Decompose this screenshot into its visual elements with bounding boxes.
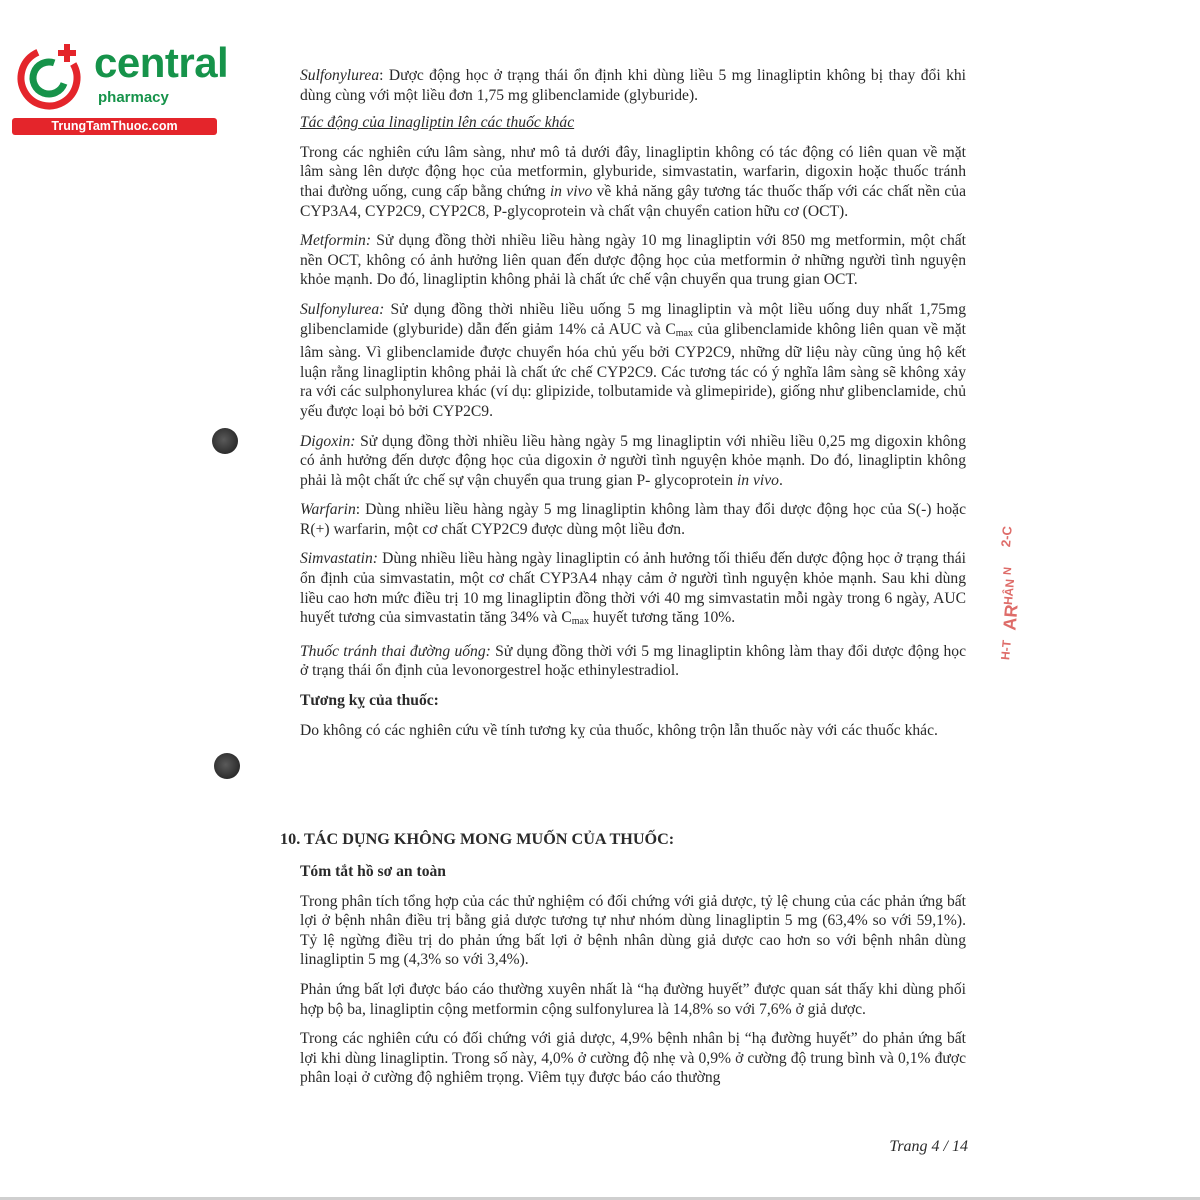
paragraph-simvastatin: Simvastatin: Dùng nhiều liều hàng ngày linagliptin có ảnh hưởng tối thiểu đến dược động học ở trạng thái ổn định của simvastatin, một cơ chất CYP3A4 nhạy cảm ở người tình nguyện khỏe mạnh. Sau khi dùng liều cao hơn mức điều trị 10 mg linagliptin đồng thời với 40 mg simvastatin mỗi ngày trong 6 ngày, AUC huyết tương của simvastatin tăng 34% và $C_{max}$ huyết tương tăng 10%. (300, 550, 966, 628)
document-body-section-10 (300, 862, 966, 1088)
stamp-fragment: HÂN (1000, 578, 1018, 606)
page-number: Trang 4 / 14 (889, 1138, 968, 1155)
paragraph-metformin: Metformin: Sử dụng đồng thời nhiều liều hàng ngày 10 mg linagliptin với 850 mg metformin, một chất nền OCT, không có ảnh hưởng liên quan đến dược động học của metformin ở những người tình nguyện khỏe mạnh. Do đó, linagliptin không phải là chất ức chế vận chuyển qua trung gian OCT. (300, 232, 966, 289)
paragraph-safety-3: Trong các nghiên cứu có đối chứng với giả dược, 4,9% bệnh nhân bị “hạ đường huyết” do phản ứng bất lợi khi dùng linagliptin. Trong số này, 4,0% ở cường độ nhẹ và 0,9% ở cường độ trung bình và 0,1% được phân loại ở cường độ nghiêm trọng. Viêm tụy được báo cáo thường (300, 1030, 966, 1087)
red-stamp (992, 515, 1032, 675)
heading-incompatibility: Tương kỵ của thuốc: (300, 692, 439, 710)
document-body (300, 66, 966, 740)
stamp-fragment: H-T (998, 639, 1014, 661)
stamp-fragment: AR (999, 603, 1022, 632)
brand-url-badge[interactable]: TrungTamThuoc.com (12, 118, 217, 135)
paragraph-oral-contraceptives: Thuốc tránh thai đường uống: Sử dụng đồng thời với 5 mg linagliptin không làm thay đổi dược động học ở trạng thái ổn định của levonorgestrel hoặc ethinylestradiol. (300, 642, 966, 680)
paragraph-sulfonylurea: Sulfonylurea: Sử dụng đồng thời nhiều liều uống 5 mg linagliptin và một liều uống duy nhất 1,75mg glibenclamide (glyburide) dẫn đến giảm 14% cả AUC và $C_{max}$ của glibenclamide không liên quan về mặt lâm sàng. Vì glibenclamide được chuyển hóa chủ yếu bởi CYP2C9, những dữ liệu này cũng ủng hộ kết luận rằng linagliptin không phải là chất ức chế CYP2C9. Các tương tác có ý nghĩa lâm sàng sẽ không xảy ra với các sulphonylurea khác (ví dụ: glipizide, tolbutamide và glimepiride), giống như glibenclamide, chủ yếu được loại bỏ bởi CYP2C9. (300, 300, 966, 420)
pharmacy-logo-icon (12, 38, 86, 112)
stamp-fragment: 2-C (998, 525, 1015, 548)
brand-name: central (94, 39, 229, 86)
heading-effects-on-other-drugs: Tác động của linagliptin lên các thuốc khác (300, 114, 575, 132)
paragraph-clinical-studies: Trong các nghiên cứu lâm sàng, như mô tả dưới đây, linagliptin không có tác động có liên quan về mặt lâm sàng lên dược động học của metformin, glyburide, simvastatin, warfarin, digoxin hoặc thuốc tránh thai đường uống, cung cấp bằng chứng in vivo về khả năng gây tương tác thuốc thấp với các chất nền của CYP3A4, CYP2C9, CYP2C8, P-glycoprotein và chất vận chuyển cation hữu cơ (OCT). (300, 143, 967, 220)
paragraph-digoxin: Digoxin: Sử dụng đồng thời nhiều liều hàng ngày 5 mg linagliptin với nhiều liều 0,25 mg digoxin không có ảnh hưởng đến dược động học của digoxin ở người tình nguyện khỏe mạnh. Do đó, linagliptin không phải là một chất ức chế sự vận chuyển qua trung gian P- glycoprotein in vivo. (300, 432, 966, 489)
brand-subtitle: pharmacy (98, 89, 169, 106)
paragraph-safety-2: Phản ứng bất lợi được báo cáo thường xuyên nhất là “hạ đường huyết” được quan sát thấy khi dùng phối hợp bộ ba, linagliptin cộng metformin cộng sulfonylurea là 14,8% so với 7,6% ở giả dược. (300, 980, 966, 1018)
paragraph-sulfonylurea-pk: Sulfonylurea: Dược động học ở trạng thái ổn định khi dùng liều 5 mg linagliptin không bị thay đổi khi dùng cùng với một liều đơn 1,75 mg glibenclamide (glyburide). (300, 67, 966, 104)
central-pharmacy-logo[interactable] (8, 38, 229, 138)
paragraph-incompatibility: Do không có các nghiên cứu về tính tương kỵ của thuốc, không trộn lẫn thuốc này với các thuốc khác. (300, 721, 938, 739)
punch-hole-bottom (214, 753, 240, 779)
heading-safety-summary: Tóm tắt hồ sơ an toàn (300, 863, 446, 880)
section-10-title: 10. TÁC DỤNG KHÔNG MONG MUỐN CỦA THUỐC: (280, 830, 675, 848)
stamp-fragment: N (1001, 566, 1015, 576)
paragraph-warfarin: Warfarin: Dùng nhiều liều hàng ngày 5 mg linagliptin không làm thay đổi dược động học của S(-) hoặc R(+) warfarin, một cơ chất CYP2C9 được dùng một liều đơn. (300, 501, 966, 538)
punch-hole-top (212, 428, 238, 454)
paragraph-safety-1: Trong phân tích tổng hợp của các thử nghiệm có đối chứng với giả dược, tỷ lệ chung của các phản ứng bất lợi ở bệnh nhân điều trị bằng giả dược tương tự như nhóm dùng linagliptin 5 mg (63,4% so với 59,1%). Tỷ lệ ngừng điều trị do phản ứng bất lợi ở bệnh nhân dùng giả dược cao hơn so với bệnh nhân dùng linagliptin 5 mg (4,3% so với 3,4%). (300, 892, 966, 969)
